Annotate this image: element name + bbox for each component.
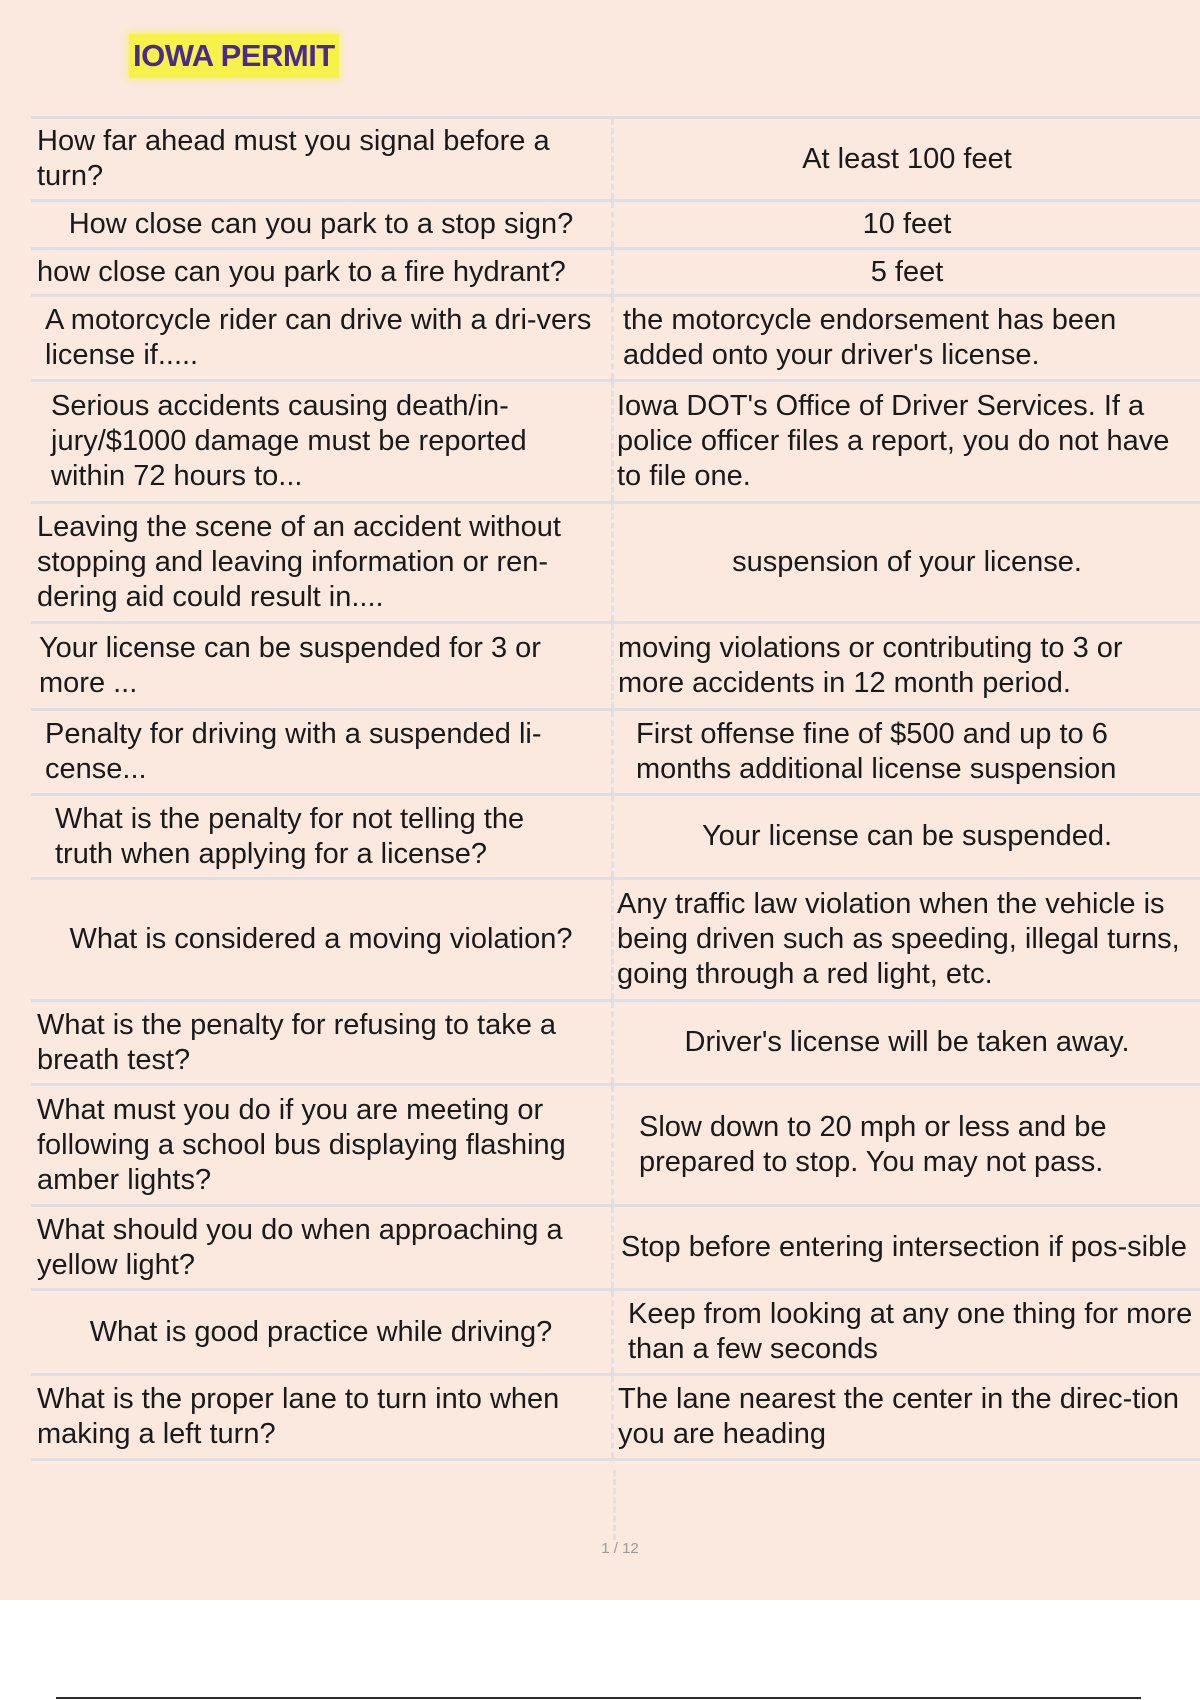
question-cell: Leaving the scene of an accident without stopping and leaving information or ren-dering aid could result in.... (31, 504, 614, 621)
question-cell: What is good practice while driving? (31, 1291, 614, 1373)
flashcard-row (31, 1002, 1200, 1086)
answer-cell: At least 100 feet (802, 142, 1012, 175)
question-cell: What is the penalty for not telling the truth when applying for a license? (31, 796, 614, 877)
page-indicator: 1 / 12 (601, 1540, 639, 1557)
flashcard-row (31, 880, 1200, 1002)
flashcard-row (31, 119, 1200, 202)
flashcard-row (31, 297, 1200, 382)
answer-cell: suspension of your license. (732, 546, 1082, 578)
answer-cell: Any traffic law violation when the vehicle is being driven such as speeding, illegal turns, going through a red light, etc. (617, 888, 1180, 990)
answer-cell: Slow down to 20 mph or less and be prepared to stop. You may not pass. (639, 1111, 1107, 1178)
question-cell: A motorcycle rider can drive with a dri-vers license if..... (31, 297, 614, 379)
answer-cell: Your license can be suspended. (701, 820, 1113, 852)
answer-cell: Driver's license will be taken away. (684, 1026, 1130, 1058)
answer-cell: 5 feet (870, 255, 944, 288)
answer-cell: The lane nearest the center in the direc-tion you are heading (618, 1383, 1179, 1450)
answer-cell: 10 feet (862, 208, 952, 240)
flashcard-row (31, 1086, 1200, 1207)
flashcard-row (31, 624, 1200, 711)
answer-cell: First offense fine of $500 and up to 6 months additional license suspension (636, 718, 1117, 785)
question-cell: how close can you park to a fire hydrant? (31, 250, 614, 294)
question-cell: What should you do when approaching a yellow light? (31, 1207, 614, 1288)
flashcard-row (31, 202, 1200, 250)
flashcard-table (31, 116, 1200, 1461)
flashcard-row (31, 1376, 1200, 1461)
page-bottom-rule (56, 1697, 1141, 1699)
question-cell: Serious accidents causing death/in-jury/$1000 damage must be reported within 72 hours to... (31, 382, 614, 501)
flashcard-row (31, 382, 1200, 504)
answer-cell: the motorcycle endorsement has been added onto your driver's license. (623, 304, 1117, 371)
question-cell: What must you do if you are meeting or following a school bus displaying flashing amber lights? (31, 1086, 614, 1204)
flashcard-row (31, 796, 1200, 880)
flashcard-row (31, 250, 1200, 297)
question-cell: How close can you park to a stop sign? (31, 202, 614, 247)
question-cell: What is the penalty for refusing to take a breath test? (31, 1002, 614, 1083)
question-cell: What is considered a moving violation? (31, 880, 614, 999)
flashcard-row (31, 1207, 1200, 1291)
question-cell: How far ahead must you signal before a turn? (31, 119, 614, 199)
answer-cell: Keep from looking at any one thing for more than a few seconds (628, 1298, 1193, 1365)
question-cell: What is the proper lane to turn into when making a left turn? (31, 1376, 614, 1458)
flashcard-row (31, 504, 1200, 624)
flashcard-row (31, 1291, 1200, 1376)
question-cell: Your license can be suspended for 3 or more ... (31, 624, 614, 708)
answer-cell: moving violations or contributing to 3 or more accidents in 12 month period. (618, 632, 1123, 699)
answer-cell: Stop before entering intersection if pos-sible (621, 1231, 1187, 1263)
answer-cell: Iowa DOT's Office of Driver Services. If a police officer files a report, you do not have to file one. (617, 390, 1170, 492)
question-cell: Penalty for driving with a suspended li-cense... (31, 711, 614, 793)
document-title: IOWA PERMIT (129, 34, 339, 78)
column-divider (613, 1470, 616, 1540)
flashcard-row (31, 711, 1200, 796)
